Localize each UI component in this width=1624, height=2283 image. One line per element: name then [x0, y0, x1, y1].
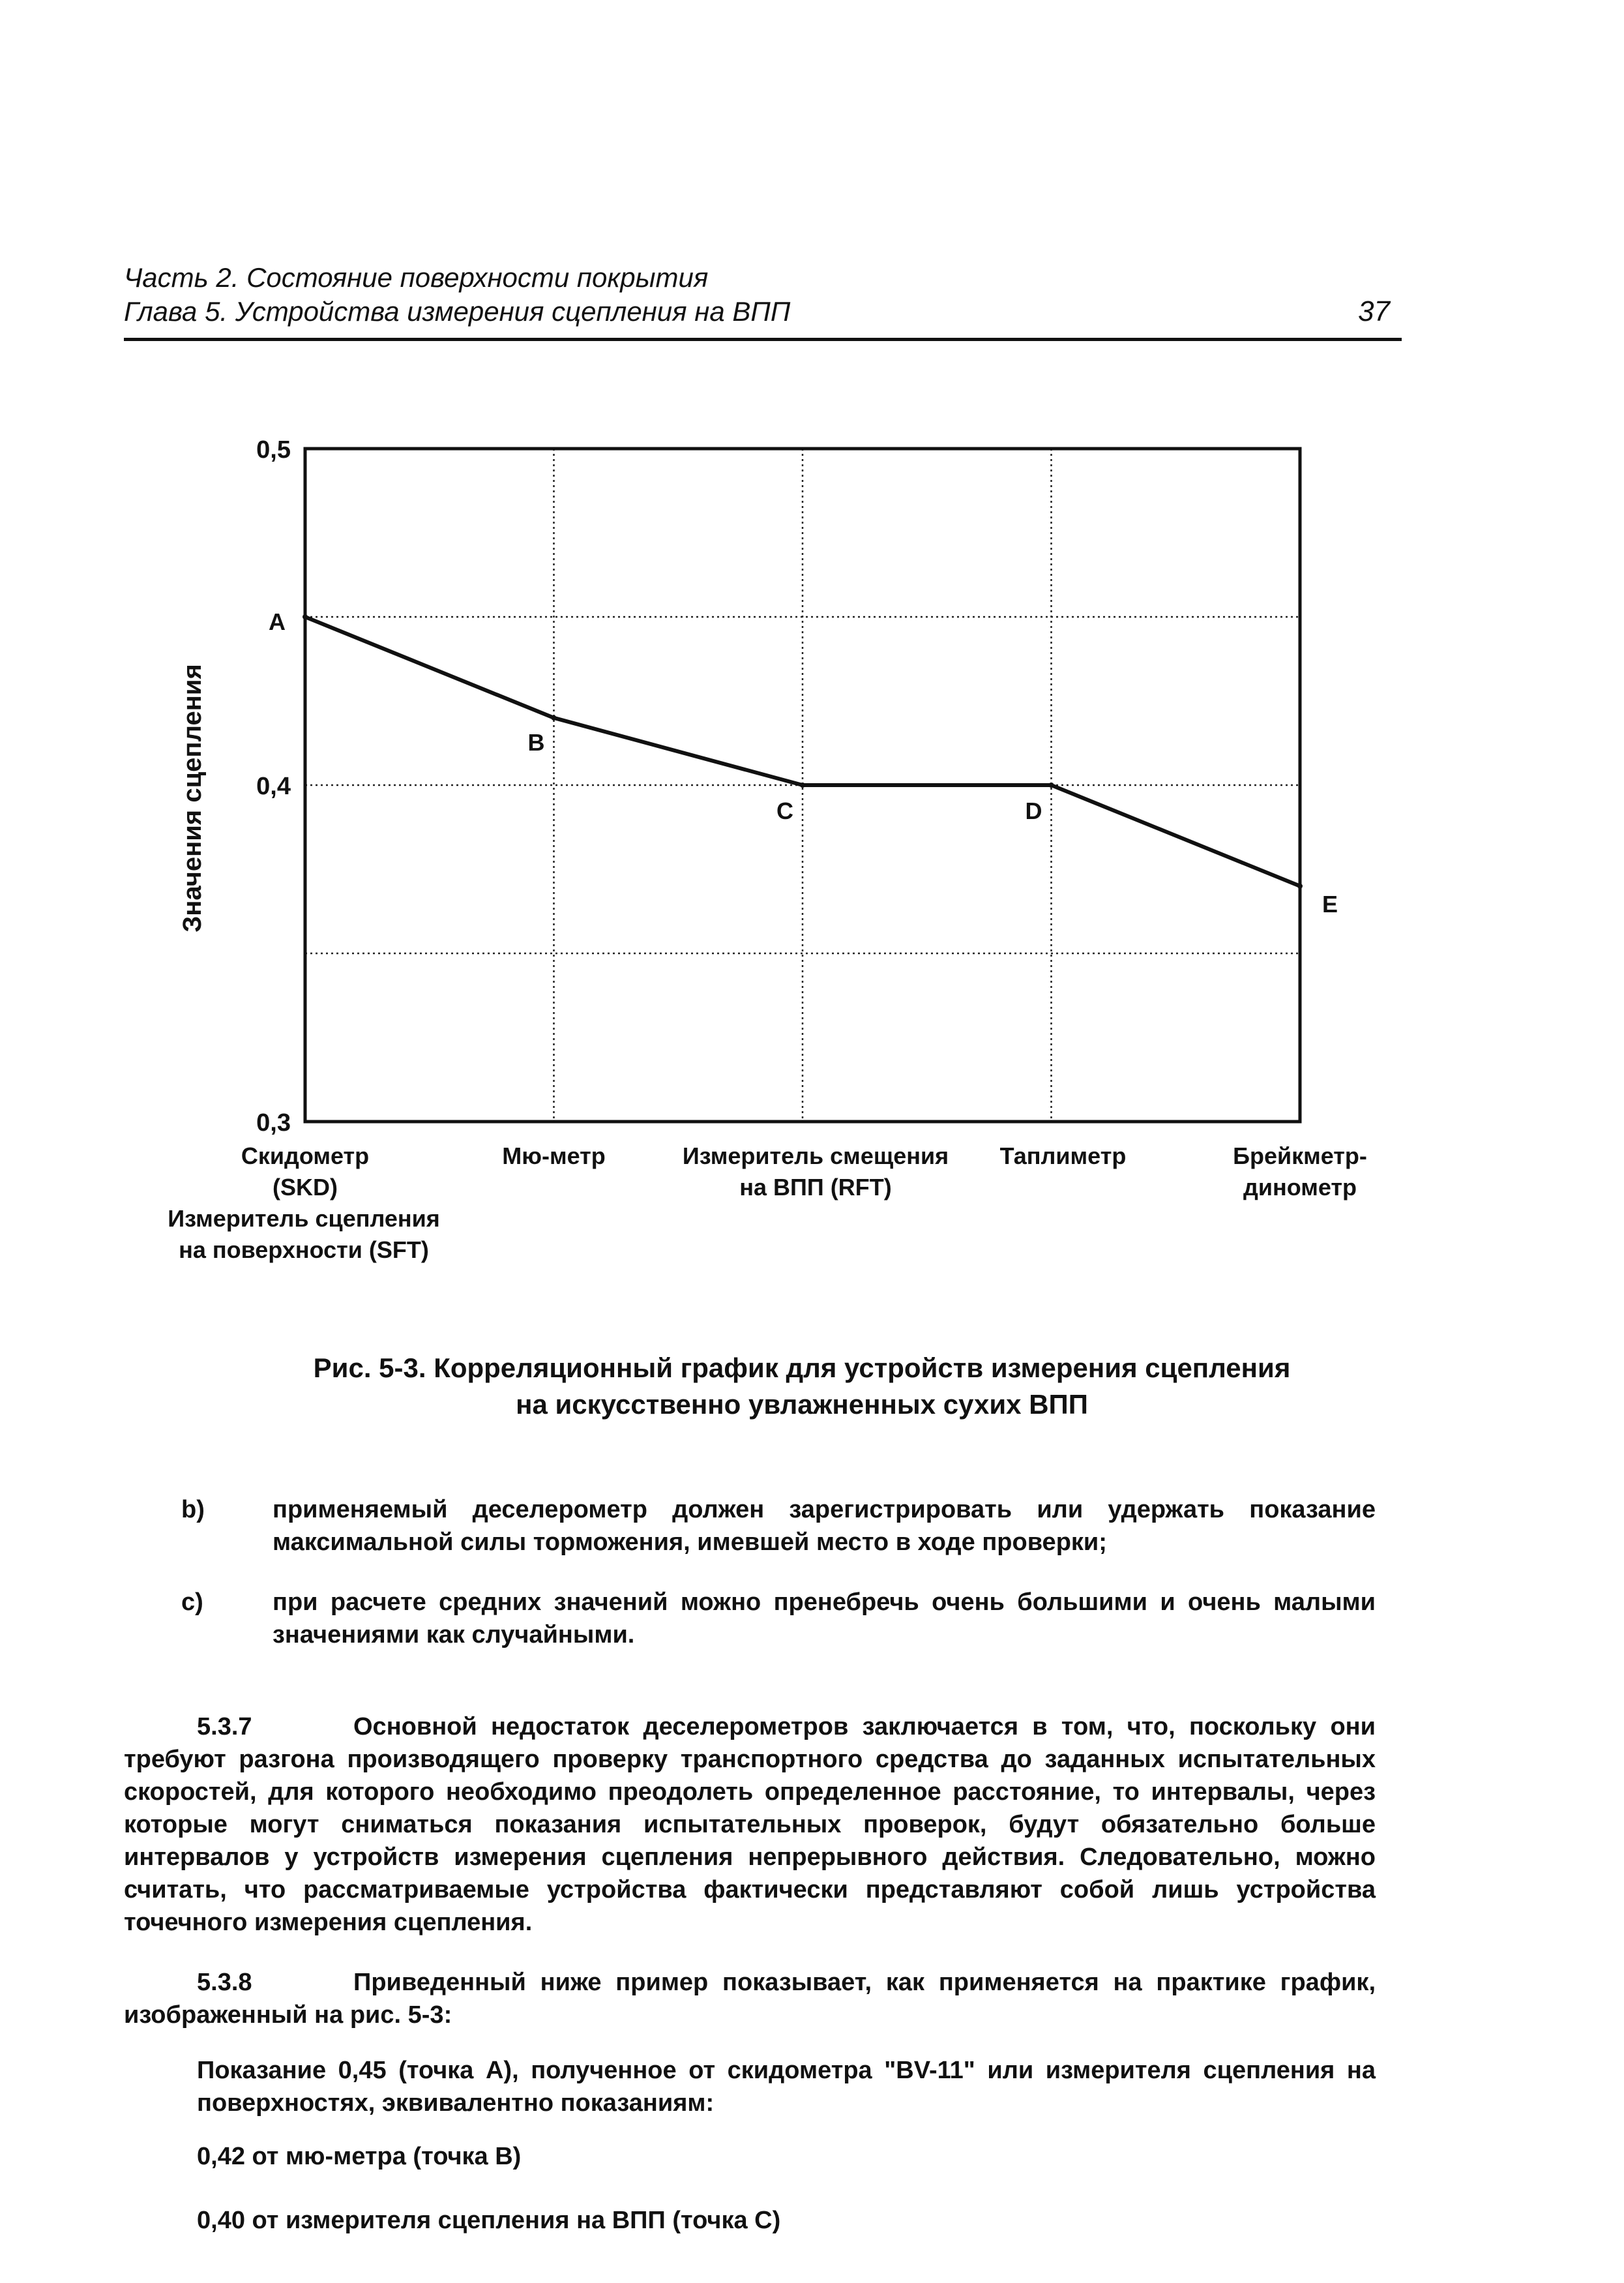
y-tick-label: 0,4: [256, 773, 291, 800]
point-label-d: D: [1025, 798, 1042, 824]
x-category-label: на ВПП (RFT): [739, 1174, 892, 1201]
data-point-d: [1049, 783, 1054, 788]
header-part-title: Часть 2. Состояние поверхности покрытия: [124, 262, 709, 293]
paragraph-text: Приведенный ниже пример показывает, как применяется на практике график, изображенный на рис. 5-3:: [124, 1969, 1376, 2029]
paragraph-5-3-8: [124, 1966, 1376, 2031]
x-category-label: на поверхности (SFT): [179, 1236, 429, 1263]
point-label-e: E: [1322, 890, 1338, 918]
caption-line-2: на искусственно увлажненных сухих ВПП: [516, 1389, 1088, 1420]
y-axis-label: Значения сцепления: [178, 664, 207, 933]
data-point-b: [552, 715, 557, 721]
y-tick-label: 0,3: [256, 1109, 291, 1137]
paragraph-text: Основной недостаток деселерометров заключается в том, что, поскольку они требуют разгона производящего проверку транспортного средства до заданных испытательных скоростей, для которого необходимо преодолеть определенное расстояние, то интервалы, через которые могут сниматься показания испытательных проверок, будут обязательно больше интервалов у устройств измерения сцепления непрерывного действия. Следовательно, можно считать, что рассматриваемые устройства фактически представляют собой лишь устройства точечного измерения сцепления.: [124, 1713, 1376, 1936]
point-label-a: A: [269, 608, 286, 635]
data-point-c: [800, 783, 805, 788]
paragraph-number: 5.3.8: [197, 1969, 252, 1996]
x-category-label: Таплиметр: [999, 1142, 1127, 1169]
x-category-label: Измеритель сцепления: [168, 1205, 440, 1232]
data-point-e: [1297, 884, 1303, 889]
data-point-a: [303, 614, 308, 619]
x-category-label: Мю-метр: [502, 1142, 606, 1169]
figure-caption: [196, 1350, 1408, 1423]
paragraph-number: 5.3.7: [197, 1713, 252, 1740]
list-item-text: применяемый деселерометр должен зарегистрировать или удержать показание максимальной силы торможения, имевшей место в ходе проверки;: [273, 1496, 1376, 1556]
x-category-label: Измеритель смещения: [682, 1142, 949, 1169]
point-label-b: B: [527, 728, 545, 756]
list-item-text: при расчете средних значений можно пренебречь очень большими и очень малыми значениями как случайными.: [273, 1589, 1376, 1649]
example-intro: Показание 0,45 (точка А), полученное от скидометра "BV-11" или измерителя сцепления на поверхностях, эквивалентно показаниям:: [197, 2057, 1376, 2117]
point-label-c: C: [776, 798, 793, 824]
x-category-label: Скидометр: [241, 1142, 370, 1169]
example-line-c: 0,40 от измерителя сцепления на ВПП (точка С): [197, 2207, 781, 2234]
y-tick-label: 0,5: [256, 436, 291, 464]
paragraph-5-3-7: [124, 1710, 1376, 1939]
list-item-marker: c): [181, 1589, 203, 1616]
page-number: 37: [1358, 295, 1390, 327]
list-item-marker: b): [181, 1496, 205, 1523]
x-category-label: Брейкметр-: [1233, 1142, 1367, 1169]
x-category-label: (SKD): [273, 1174, 338, 1201]
header-chapter-title: Глава 5. Устройства измерения сцепления на ВПП: [124, 296, 791, 327]
example-line-b: 0,42 от мю-метра (точка В): [197, 2143, 522, 2170]
x-category-label: динометр: [1243, 1174, 1357, 1201]
caption-line-1: Рис. 5-3. Корреляционный график для устройств измерения сцепления: [313, 1352, 1291, 1383]
